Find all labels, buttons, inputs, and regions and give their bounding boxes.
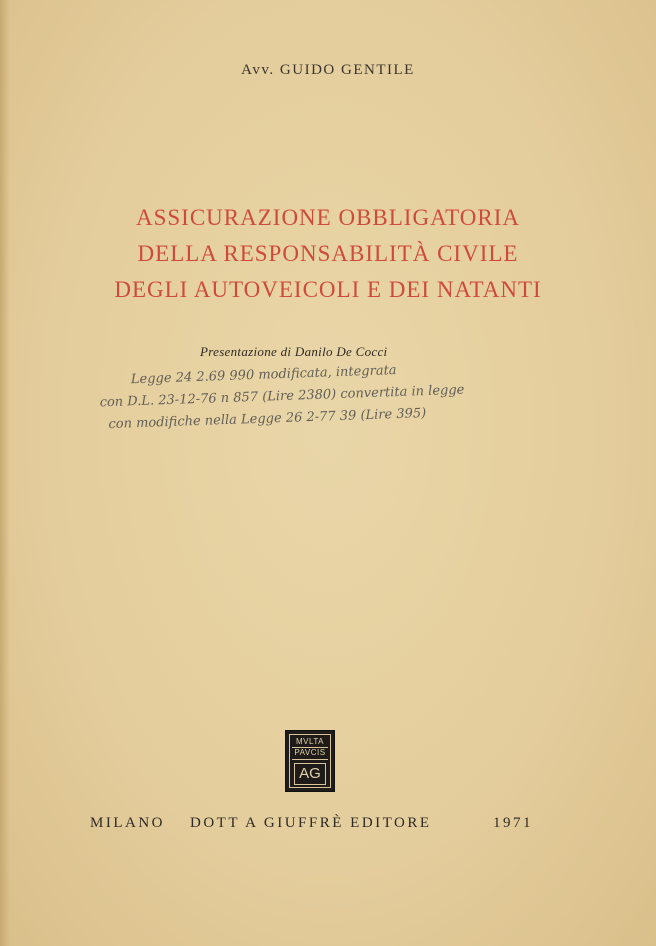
publisher-logo bbox=[285, 730, 335, 792]
logo-frame bbox=[289, 734, 331, 788]
title-line-3: DEGLI AUTOVEICOLI E DEI NATANTI bbox=[114, 277, 542, 302]
title-line-2: DELLA RESPONSABILITÀ CIVILE bbox=[137, 241, 519, 266]
handwritten-note bbox=[99, 354, 562, 459]
author-name: Avv. GUIDO GENTILE bbox=[241, 62, 415, 78]
logo-motto-1: MVLTA bbox=[296, 737, 324, 746]
handwritten-line-1: Legge 24 2.69 990 modificata, integrata bbox=[130, 363, 397, 388]
logo-monogram: AG bbox=[294, 763, 326, 785]
handwritten-line-2: con D.L. 23-12-76 n 857 (Lire 2380) convertita in legge bbox=[99, 382, 465, 411]
title-line-1: ASSICURAZIONE OBBLIGATORIA bbox=[135, 205, 520, 230]
logo-divider bbox=[292, 759, 328, 760]
book-title bbox=[0, 200, 656, 308]
presentation-line: Presentazione di Danilo De Cocci bbox=[200, 344, 388, 359]
handwritten-line-3: con modifiche nella Legge 26 2-77 39 (Lire 395) bbox=[108, 405, 427, 433]
imprint-city: MILANO bbox=[90, 815, 165, 831]
logo-motto-2: PAVCIS bbox=[294, 748, 326, 757]
paper-edge-shadow bbox=[0, 0, 10, 946]
imprint-publisher: DOTT A GIUFFRÈ EDITORE bbox=[190, 815, 432, 831]
imprint-year: 1971 bbox=[493, 815, 533, 831]
